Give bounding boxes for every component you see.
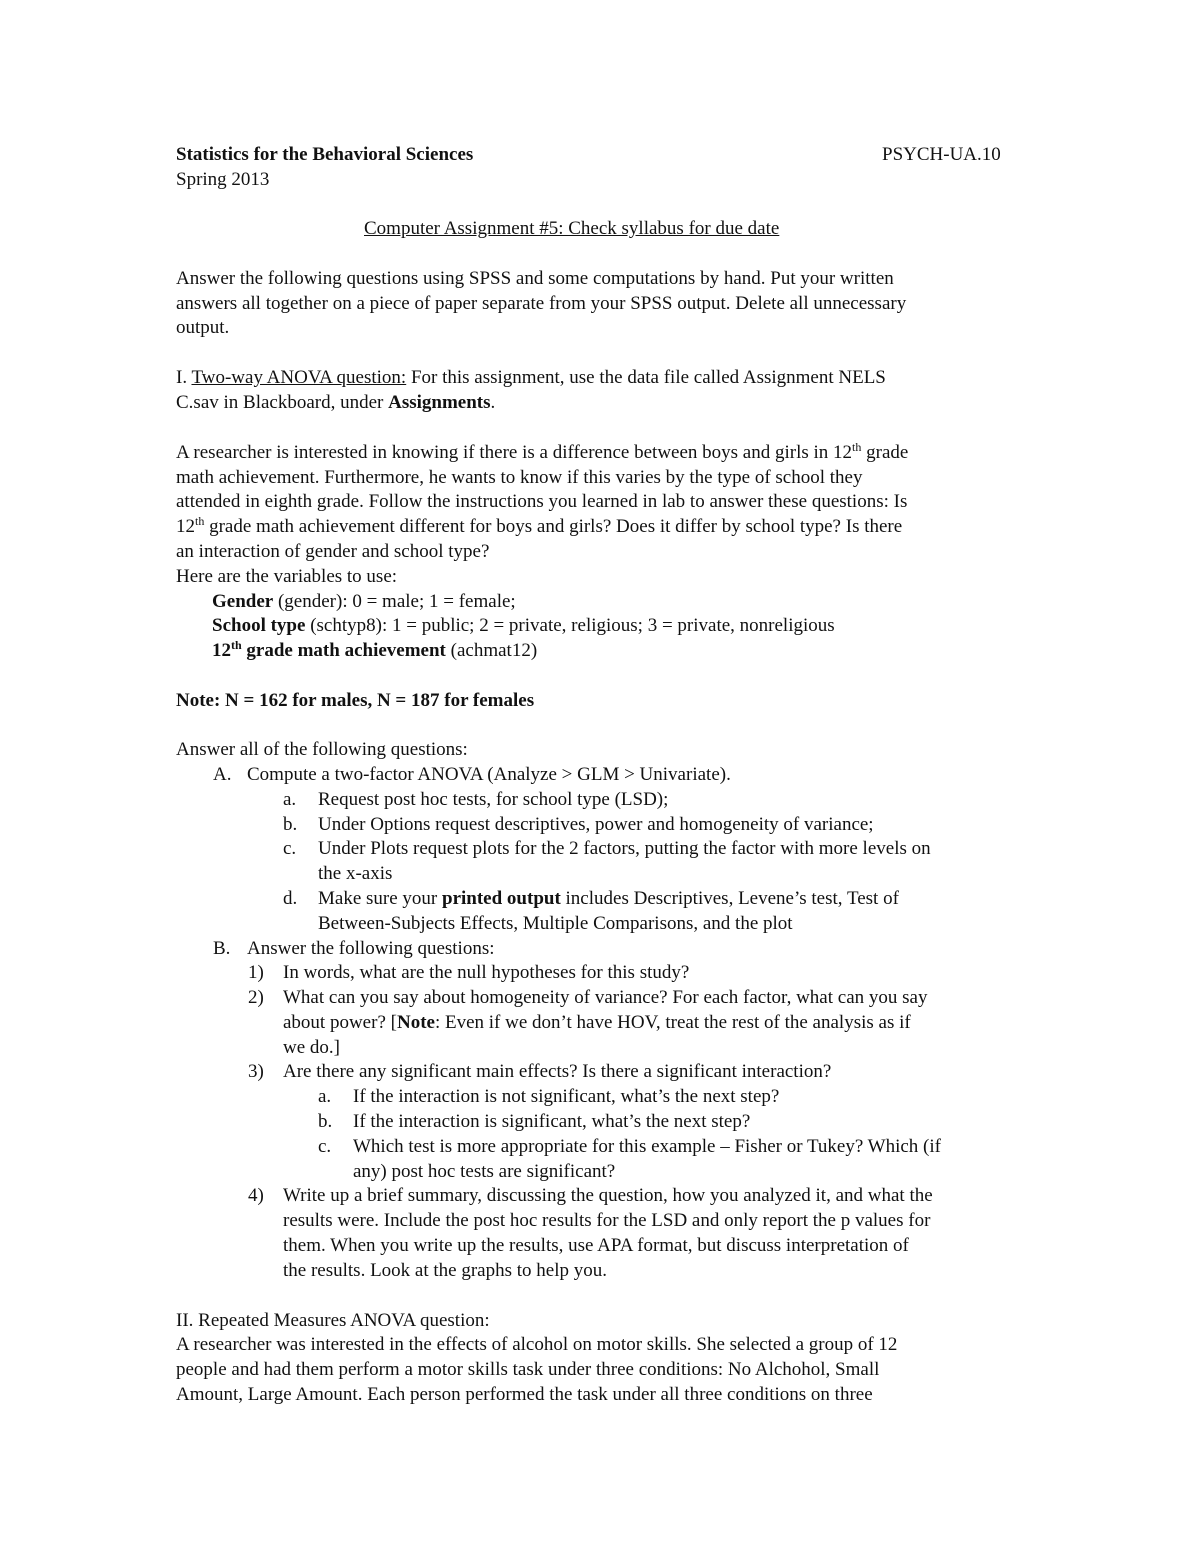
answer-all-heading: Answer all of the following questions: xyxy=(176,739,468,760)
assignments-label: Assignments xyxy=(388,392,491,413)
intro-line: Answer the following questions using SPSS and some computations by hand. Put your written xyxy=(176,268,894,289)
variable-desc: (gender): 0 = male; 1 = female; xyxy=(273,591,516,612)
part-a-text: Compute a two-factor ANOVA (Analyze > GLM > Univariate). xyxy=(247,764,731,785)
intro-line: output. xyxy=(176,317,230,338)
section2-heading: II. Repeated Measures ANOVA question: xyxy=(176,1310,490,1331)
question-text: Write up a brief summary, discussing the question, how you analyzed it, and what the xyxy=(283,1185,933,1206)
variable-name: grade math achievement xyxy=(241,640,446,661)
question-label: 2) xyxy=(248,987,264,1008)
question-text-part: : Even if we don’t have HOV, treat the rest of the analysis as if xyxy=(434,1012,911,1033)
item-text: Under Options request descriptives, power and homogeneity of variance; xyxy=(318,814,874,835)
section1-numeral: I. xyxy=(176,367,192,388)
sub-question-text: If the interaction is significant, what’s the next step? xyxy=(353,1111,751,1132)
superscript: th xyxy=(195,514,205,528)
variable-math-achievement xyxy=(212,639,537,663)
variable-gender xyxy=(212,590,516,614)
paragraph-line: attended in eighth grade. Follow the instructions you learned in lab to answer these questions: Is xyxy=(176,491,908,512)
variable-name: School type xyxy=(212,615,306,636)
intro-line: answers all together on a piece of paper separate from your SPSS output. Delete all unnecessary xyxy=(176,293,907,314)
section1-heading: Two-way ANOVA question: xyxy=(191,367,407,388)
item-text: Between-Subjects Effects, Multiple Comparisons, and the plot xyxy=(318,913,793,934)
sub-question-text: any) post hoc tests are significant? xyxy=(353,1161,616,1182)
paragraph-text: grade xyxy=(861,442,909,463)
section2-line: Amount, Large Amount. Each person performed the task under all three conditions on three xyxy=(176,1384,873,1405)
sub-question-label: a. xyxy=(318,1086,332,1107)
question-text: What can you say about homogeneity of variance? For each factor, what can you say xyxy=(283,987,928,1008)
part-b-label: B. xyxy=(213,938,231,959)
paragraph-line xyxy=(176,515,902,539)
superscript: th xyxy=(852,440,862,454)
variable-desc: (schtyp8): 1 = public; 2 = private, religious; 3 = private, nonreligious xyxy=(305,615,835,636)
item-label: c. xyxy=(283,838,297,859)
section1-line2 xyxy=(176,391,495,415)
item-text-part: includes Descriptives, Levene’s test, Test of xyxy=(560,888,899,909)
term: Spring 2013 xyxy=(176,169,270,190)
paragraph-line xyxy=(176,441,908,465)
paragraph-line: Here are the variables to use: xyxy=(176,566,398,587)
question-label: 1) xyxy=(248,962,264,983)
paragraph-text: A researcher is interested in knowing if there is a difference between boys and girls in 12 xyxy=(176,442,853,463)
part-b-text: Answer the following questions: xyxy=(247,938,495,959)
section1-line1-rest: For this assignment, use the data file called Assignment NELS xyxy=(406,367,886,388)
item-text: Request post hoc tests, for school type (LSD); xyxy=(318,789,669,810)
section1-line2-end: . xyxy=(490,392,496,413)
sub-question-text: Which test is more appropriate for this example – Fisher or Tukey? Which (if xyxy=(353,1136,941,1157)
variable-name: Gender xyxy=(212,591,274,612)
note: Note: N = 162 for males, N = 187 for females xyxy=(176,690,535,711)
item-text-part: Make sure your xyxy=(318,888,442,909)
sub-question-text: If the interaction is not significant, what’s the next step? xyxy=(353,1086,780,1107)
item-text xyxy=(318,887,899,911)
paragraph-line: math achievement. Furthermore, he wants to know if this varies by the type of school they xyxy=(176,467,863,488)
paragraph-line: an interaction of gender and school type? xyxy=(176,541,490,562)
item-text: Under Plots request plots for the 2 factors, putting the factor with more levels on xyxy=(318,838,931,859)
question-text: Are there any significant main effects? Is there a significant interaction? xyxy=(283,1061,832,1082)
question-text: In words, what are the null hypotheses for this study? xyxy=(283,962,690,983)
superscript: th xyxy=(231,638,242,652)
question-text: we do.] xyxy=(283,1037,340,1058)
paragraph-text: 12 xyxy=(176,516,195,537)
question-label: 3) xyxy=(248,1061,264,1082)
paragraph-text: grade math achievement different for boys and girls? Does it differ by school type? Is there xyxy=(204,516,903,537)
printed-output-label: printed output xyxy=(442,888,561,909)
course-title: Statistics for the Behavioral Sciences xyxy=(176,144,474,165)
question-text: the results. Look at the graphs to help you. xyxy=(283,1260,607,1281)
question-text: them. When you write up the results, use APA format, but discuss interpretation of xyxy=(283,1235,909,1256)
variable-school-type xyxy=(212,614,835,638)
item-label: d. xyxy=(283,888,298,909)
variable-name: 12 xyxy=(212,640,231,661)
section2-line: A researcher was interested in the effects of alcohol on motor skills. She selected a group of 12 xyxy=(176,1334,898,1355)
note-label: Note xyxy=(396,1012,435,1033)
section1-heading-line xyxy=(176,366,886,390)
question-text xyxy=(283,1011,911,1035)
section1-line2-text: C.sav in Blackboard, under xyxy=(176,392,389,413)
item-label: b. xyxy=(283,814,298,835)
sub-question-label: b. xyxy=(318,1111,333,1132)
assignment-title: Computer Assignment #5: Check syllabus for due date xyxy=(364,218,780,239)
section2-line: people and had them perform a motor skills task under three conditions: No Alchohol, Small xyxy=(176,1359,880,1380)
course-code: PSYCH-UA.10 xyxy=(882,144,1001,165)
question-text-part: about power? [ xyxy=(283,1012,397,1033)
sub-question-label: c. xyxy=(318,1136,332,1157)
part-a-label: A. xyxy=(213,764,232,785)
question-text: results were. Include the post hoc results for the LSD and only report the p values for xyxy=(283,1210,931,1231)
variable-desc: (achmat12) xyxy=(445,640,538,661)
item-text: the x-axis xyxy=(318,863,393,884)
question-label: 4) xyxy=(248,1185,264,1206)
item-label: a. xyxy=(283,789,297,810)
